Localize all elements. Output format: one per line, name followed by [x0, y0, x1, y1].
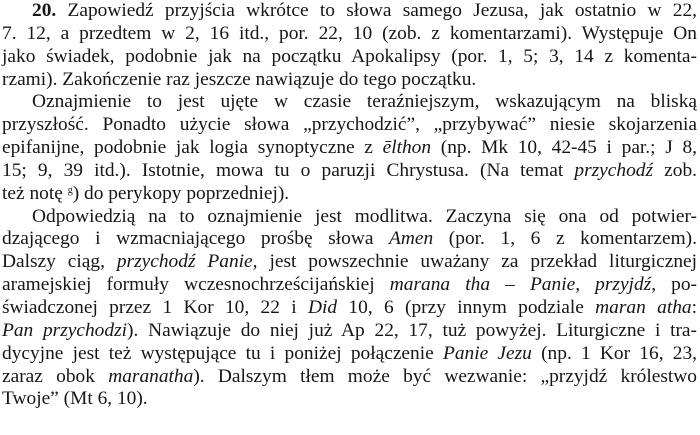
- italic-term: Pan przychodzi: [2, 319, 128, 341]
- text-run: (np. Mk 10, 42-45 i par.; J 8,: [431, 137, 697, 159]
- text-run: Odpowiedzią na to oznajmienie jest modlitwa. Zaczyna się ona od potwier-: [32, 205, 697, 227]
- text-line: [2, 297, 697, 320]
- text-run: (por. 1, 6 z komentarzem).: [433, 228, 697, 250]
- text-line: [2, 251, 697, 274]
- text-line: [2, 366, 697, 389]
- text-run: zaraz obok: [2, 365, 109, 387]
- text-line: [2, 320, 697, 343]
- document-page: [2, 0, 697, 411]
- text-line: [2, 91, 697, 114]
- text-run: też notę: [2, 182, 68, 204]
- text-run: przyszłość. Ponadto użycie słowa „przychodzić”, „przybywać” niesie skojarzenia: [2, 114, 697, 136]
- text-line: [2, 160, 697, 183]
- text-run: (np. 1 Kor 16, 23,: [531, 342, 698, 364]
- text-line: [2, 137, 697, 160]
- text-run: rzami). Zakończenie raz jeszcze nawiązuje do tego początku.: [2, 68, 477, 90]
- text-run: :: [691, 296, 698, 318]
- text-line: [2, 114, 697, 137]
- text-run: 15; 9, 39 itd.). Istotnie, mowa tu o paruzji Chrystusa. (Na temat: [2, 159, 575, 181]
- text-run: 7. 12, a przedtem w 2, 16 itd., por. 22, 10 (zob. z komentarzami). Występuje On: [2, 22, 697, 44]
- section-number: 20.: [32, 0, 57, 21]
- italic-term: ēlthon: [382, 137, 432, 159]
- italic-term: przychodź: [574, 159, 654, 181]
- text-run: , po-: [651, 274, 698, 296]
- text-run: świadczonej przez 1 Kor 10, 22 i: [2, 296, 308, 318]
- paragraph-p3: [2, 206, 697, 412]
- text-line: [2, 69, 697, 92]
- text-line: [2, 23, 697, 46]
- text-run: ). Dalszym tłem może być wezwanie: „przyjdź królestwo: [193, 365, 697, 387]
- footnote-marker: g: [67, 184, 73, 196]
- text-line: [2, 0, 697, 23]
- italic-term: maran atha: [595, 296, 692, 318]
- text-line: [2, 228, 697, 251]
- text-line: [2, 206, 697, 229]
- text-run: epifanijne, podobnie jak logia synoptyczne z: [2, 137, 383, 159]
- text-line: [2, 183, 697, 206]
- text-run: ). Nawiązuje do niej już Ap 22, 17, tuż powyżej. Liturgiczne i tra-: [127, 319, 697, 341]
- italic-term: przychodź Panie,: [116, 251, 258, 273]
- text-line: [2, 388, 697, 411]
- text-run: Zapowiedź przyjścia wkrótce to słowa samego Jezusa, jak ostatnio w 22,: [56, 0, 697, 21]
- text-run: Dalszy ciąg,: [2, 251, 117, 273]
- text-run: Twoje” (Mt 6, 10).: [2, 388, 148, 410]
- italic-term: Did: [308, 296, 338, 318]
- text-run: 10, 6 (przy innym podziale: [337, 296, 596, 318]
- text-line: [2, 46, 697, 69]
- text-run: Oznajmienie to jest ujęte w czasie teraźniejszym, wskazującym na bliską: [32, 91, 697, 113]
- text-line: [2, 274, 697, 297]
- paragraph-p1: [2, 0, 697, 91]
- italic-term: Panie Jezu: [442, 342, 532, 364]
- text-run: ) do perykopy poprzedniej).: [72, 182, 290, 204]
- text-run: jest powszechnie uważany za przekład liturgicznej: [257, 251, 698, 273]
- text-run: dzającego i wzmacniającego prośbę słowa: [2, 228, 390, 250]
- text-run: dycyjne jest też występujące tu i poniżej połączenie: [2, 342, 443, 364]
- text-run: zob.: [653, 159, 697, 181]
- text-line: [2, 343, 697, 366]
- text-run: aramejskiej formuły wczesnochrześcijańskiej: [2, 274, 390, 296]
- paragraph-p2: [2, 91, 697, 205]
- italic-term: Amen: [389, 228, 434, 250]
- italic-term: maranatha: [108, 365, 194, 387]
- text-run: jako świadek, podobnie jak na początku Apokalipsy (por. 1, 5; 3, 14 z komenta-: [2, 45, 697, 67]
- italic-term: marana tha – Panie, przyjdź: [389, 274, 652, 296]
